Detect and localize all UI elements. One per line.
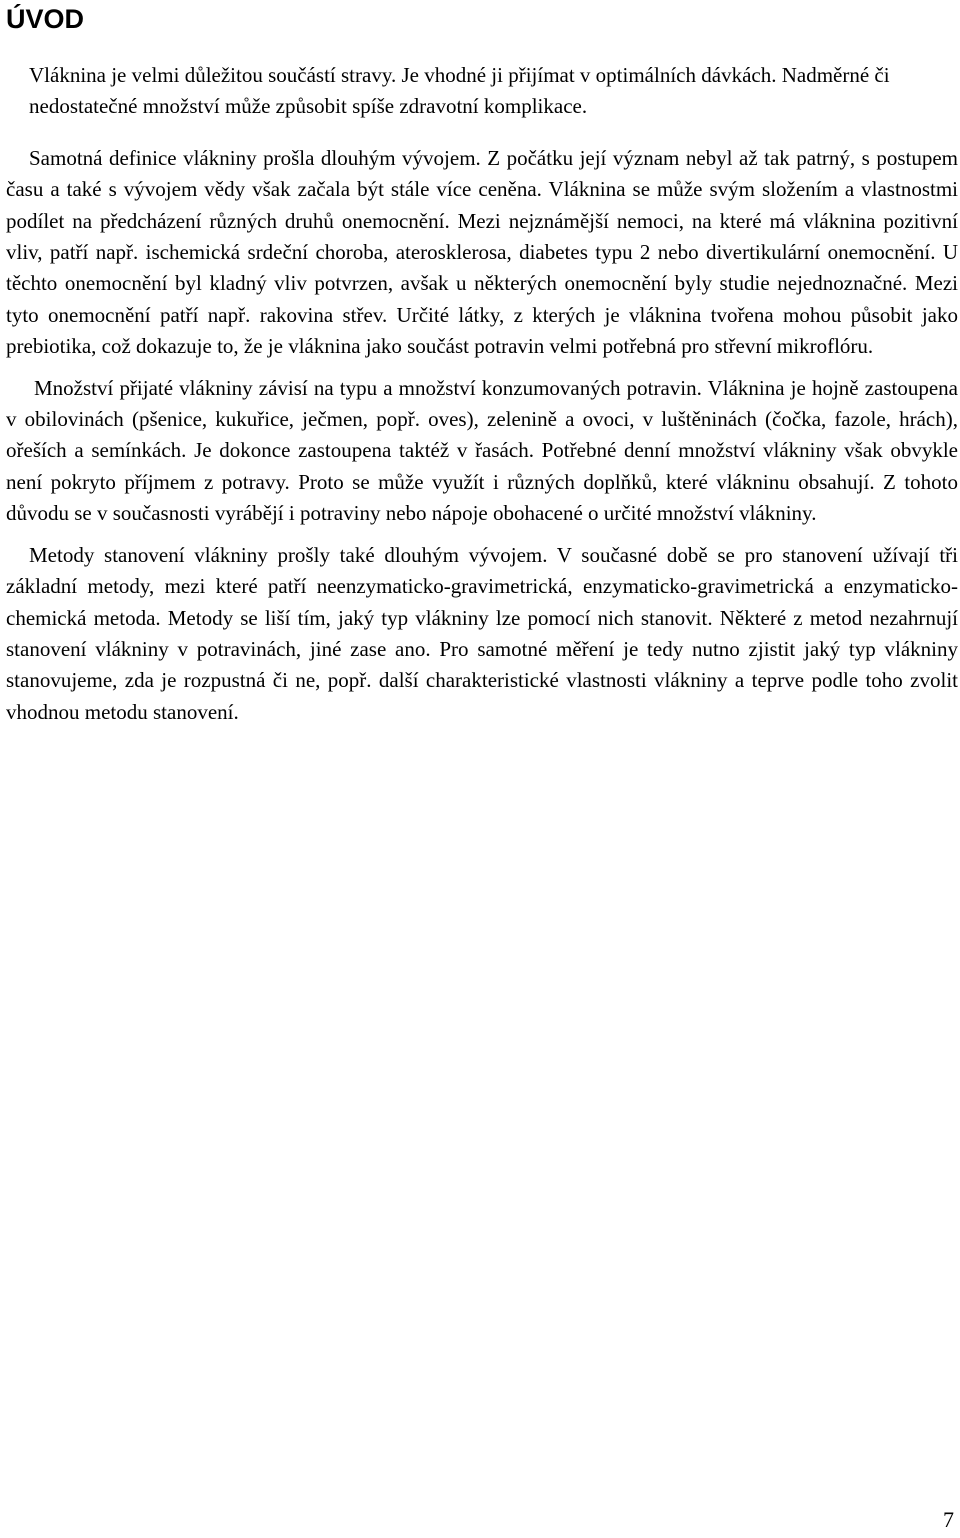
paragraph-methods: Metody stanovení vlákniny prošly také dlouhým vývojem. V současné době se pro stanovení užívají tři základní metody, mezi které patří neenzymaticko-gravimetrická, enzymaticko-gravimetrická a enzymaticko-chemická metoda. Metody se liší tím, jaký typ vlákniny lze pomocí nich stanovit. Některé z metod nezahrnují stanovení vlákniny v potravinách, jiné zase ano. Pro samotné měření je tedy nutno zjistit jaký typ vlákniny stanovujeme, zda je rozpustná či ne, popř. další charakteristické vlastnosti vlákniny a teprve podle toho zvolit vhodnou metodu stanovení.	[6, 542, 958, 724]
paragraph-sources: Množství přijaté vlákniny závisí na typu a množství konzumovaných potravin. Vláknina je hojně zastoupena v obilovinách (pšenice, kukuřice, ječmen, popř. oves), zelenině a ovoci, v luštěninách (čočka, fazole, hrách), ořeších a semínkách. Je dokonce zastoupena taktéž v řasách. Potřebné denní množství vlákniny však obvykle není pokryto příjmem z potravy. Proto se může využít i různých doplňků, které vlákninu obsahují. Z tohoto důvodu se v současnosti vyrábějí i potraviny nebo nápoje obohacené o určité množství vlákniny.	[6, 375, 958, 526]
paragraph-intro: Vláknina je velmi důležitou součástí stravy. Je vhodné ji přijímat v optimálních dávkách. Nadměrné či nedostatečné množství může způsobit spíše zdravotní komplikace.	[29, 63, 890, 119]
page-number: 7	[943, 1507, 954, 1532]
page-heading: ÚVOD	[6, 4, 85, 34]
paragraph-definition: Samotná definice vlákniny prošla dlouhým vývojem. Z počátku její význam nebyl až tak patrný, s postupem času a také s vývojem vědy však začala být stále více ceněna. Vláknina se může svým složením a vlastnostmi podílet na předcházení různých druhů onemocnění. Mezi nejznámější nemoci, na které má vláknina pozitivní vliv, patří např. ischemická srdeční choroba, aterosklerosa, diabetes typu 2 nebo divertikulární onemocnění. U těchto onemocnění byl kladný vliv potvrzen, avšak u některých onemocnění byly studie nejednoznačné. Mezi tyto onemocnění patří např. rakovina střev. Určité látky, z kterých je vláknina tvořena mohou působit jako prebiotika, což dokazuje to, že je vláknina jako součást potravin velmi potřebná pro střevní mikroflóru.	[6, 145, 958, 359]
body-text	[6, 60, 958, 738]
